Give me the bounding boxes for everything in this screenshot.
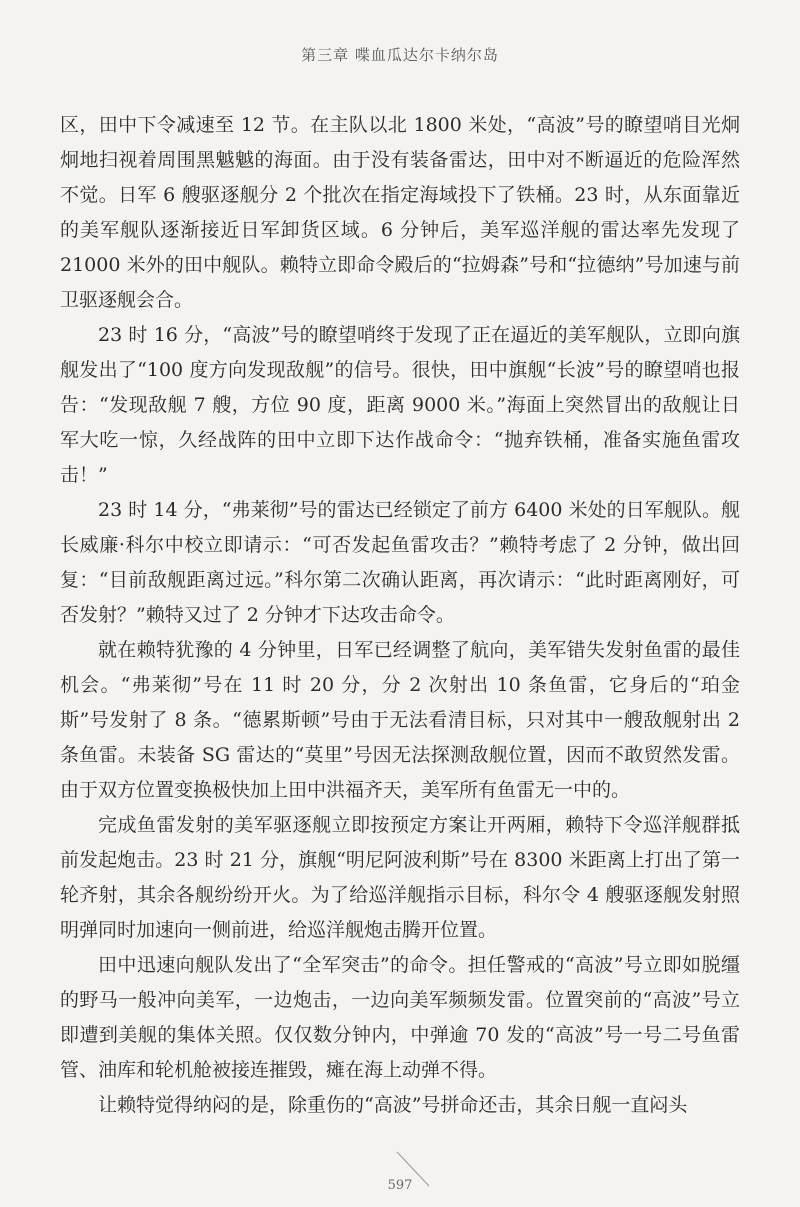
- paragraph: 让赖特觉得纳闷的是，除重伤的“高波”号拼命还击，其余日舰一直闷头: [98, 1094, 688, 1116]
- paragraph: 区，田中下令减速至 12 节。在主队以北 1800 米处，“高波”号的瞭望哨目光炯炯地扫视着周围黑魆魆的海面。由于没有装备雷达，田中对不断逼近的危险浑然不觉。日军 6 艘驱逐舰分 2 个批次在指定海域投下了铁桶。23 时，从东面靠近的美军舰队逐渐接近日军卸货区域。6 分钟后，美军巡洋舰的雷达率先发现了 21000 米外的田中舰队。赖特立即命令殿后的“拉姆森”号和“拉德纳”号加速与前卫驱逐舰会合。: [60, 114, 740, 311]
- running-header: 第三章 喋血瓜达尔卡纳尔岛: [301, 46, 499, 64]
- paragraph: 就在赖特犹豫的 4 分钟里，日军已经调整了航向，美军错失发射鱼雷的最佳机会。“弗莱彻”号在 11 时 20 分，分 2 次射出 10 条鱼雷，它身后的“珀金斯”号发射了 8 条。“德累斯顿”号由于无法看清目标，只对其中一艘敌舰射出 2 条鱼雷。未装备 SG 雷达的“莫里”号因无法探测敌舰位置，因而不敢贸然发雷。由于双方位置变换极快加上田中洪福齐天，美军所有鱼雷无一中的。: [60, 639, 740, 801]
- page-number: 597: [387, 1178, 413, 1193]
- paragraph: 田中迅速向舰队发出了“全军突击”的命令。担任警戒的“高波”号立即如脱缰的野马一般冲向美军，一边炮击，一边向美军频频发雷。位置突前的“高波”号立即遭到美舰的集体关照。仅仅数分钟内，中弹逾 70 发的“高波”号一号二号鱼雷管、油库和轮机舱被接连摧毁，瘫在海上动弹不得。: [60, 954, 740, 1081]
- paragraph: 完成鱼雷发射的美军驱逐舰立即按预定方案让开两厢，赖特下令巡洋舰群抵前发起炮击。23 时 21 分，旗舰“明尼阿波利斯”号在 8300 米距离上打出了第一轮齐射，其余各舰纷纷开火。为了给巡洋舰指示目标，科尔令 4 艘驱逐舰发射照明弹同时加速向一侧前进，给巡洋舰炮击腾开位置。: [60, 814, 740, 941]
- paragraph: 23 时 14 分，“弗莱彻”号的雷达已经锁定了前方 6400 米处的日军舰队。舰长威廉·科尔中校立即请示：“可否发起鱼雷攻击？”赖特考虑了 2 分钟，做出回复：“目前敌舰距离过远。”科尔第二次确认距离，再次请示：“此时距离刚好，可否发射？”赖特又过了 2 分钟才下达攻击命令。: [60, 499, 740, 626]
- body-text: [60, 108, 740, 1123]
- paragraph: 23 时 16 分，“高波”号的瞭望哨终于发现了正在逼近的美军舰队，立即向旗舰发出了“100 度方向发现敌舰”的信号。很快，田中旗舰“长波”号的瞭望哨也报告：“发现敌舰 7 艘，方位 90 度，距离 9000 米。”海面上突然冒出的敌舰让日军大吃一惊，久经战阵的田中立即下达作战命令：“抛弃铁桶，准备实施鱼雷攻击！”: [60, 324, 740, 486]
